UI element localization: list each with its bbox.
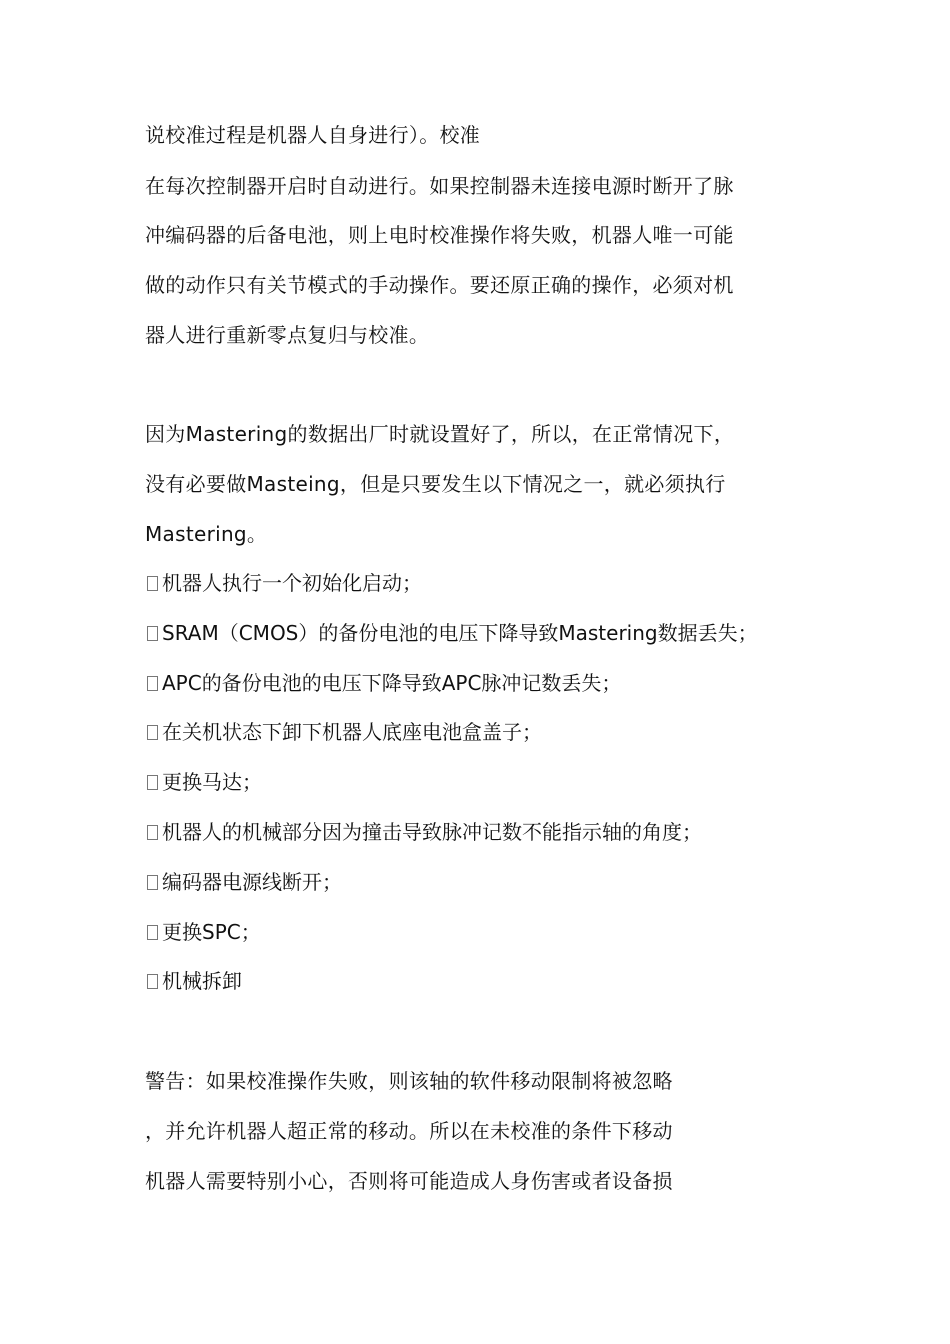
- bullet-box-icon: [147, 775, 158, 790]
- bullet-box-icon: [147, 576, 158, 591]
- list-item: [145, 918, 261, 946]
- list-item: [145, 619, 758, 647]
- paragraph-1-line-1: 说校准过程是机器人自身进行）。校准: [145, 123, 481, 147]
- list-item-text: 编码器电源线断开；: [162, 870, 342, 894]
- list-item: [145, 818, 702, 846]
- paragraph-2-line-3: Mastering。: [145, 522, 268, 546]
- paragraph-2-line-1: 因为Mastering的数据出厂时就设置好了，所以，在正常情况下，: [145, 422, 735, 446]
- bullet-box-icon: [147, 725, 158, 740]
- warning-line-3: 机器人需要特别小心，否则将可能造成人身伤害或者设备损: [145, 1169, 673, 1193]
- paragraph-1-line-4: 做的动作只有关节模式的手动操作。要还原正确的操作，必须对机: [145, 273, 734, 297]
- paragraph-2-line-2: 没有必要做Masteing，但是只要发生以下情况之一，就必须执行: [145, 472, 726, 496]
- list-item: [145, 569, 422, 597]
- bullet-box-icon: [147, 974, 158, 989]
- list-item-text: 在关机状态下卸下机器人底座电池盒盖子；: [162, 720, 542, 744]
- list-item: [145, 768, 262, 796]
- list-item: [145, 669, 621, 697]
- list-item-text: 机械拆卸: [162, 969, 242, 993]
- list-item: [145, 718, 542, 746]
- bullet-box-icon: [147, 825, 158, 840]
- list-item: [145, 967, 242, 995]
- list-item-text: 更换SPC；: [162, 920, 261, 944]
- warning-line-2: ，并允许机器人超正常的移动。所以在未校准的条件下移动: [145, 1119, 673, 1143]
- list-item-text: 更换马达；: [162, 770, 262, 794]
- list-item-text: 机器人的机械部分因为撞击导致脉冲记数不能指示轴的角度；: [162, 820, 702, 844]
- list-item: [145, 868, 342, 896]
- paragraph-1-line-2: 在每次控制器开启时自动进行。如果控制器未连接电源时断开了脉: [145, 174, 734, 198]
- bullet-box-icon: [147, 676, 158, 691]
- list-item-text: 机器人执行一个初始化启动；: [162, 571, 422, 595]
- bullet-box-icon: [147, 626, 158, 641]
- bullet-box-icon: [147, 875, 158, 890]
- warning-line-1: 警告：如果校准操作失败，则该轴的软件移动限制将被忽略: [145, 1069, 673, 1093]
- bullet-box-icon: [147, 925, 158, 940]
- list-item-text: SRAM（CMOS）的备份电池的电压下降导致Mastering数据丢失；: [162, 621, 758, 645]
- paragraph-1-line-5: 器人进行重新零点复归与校准。: [145, 323, 430, 347]
- list-item-text: APC的备份电池的电压下降导致APC脉冲记数丢失；: [162, 671, 622, 695]
- paragraph-1-line-3: 冲编码器的后备电池，则上电时校准操作将失败，机器人唯一可能: [145, 223, 734, 247]
